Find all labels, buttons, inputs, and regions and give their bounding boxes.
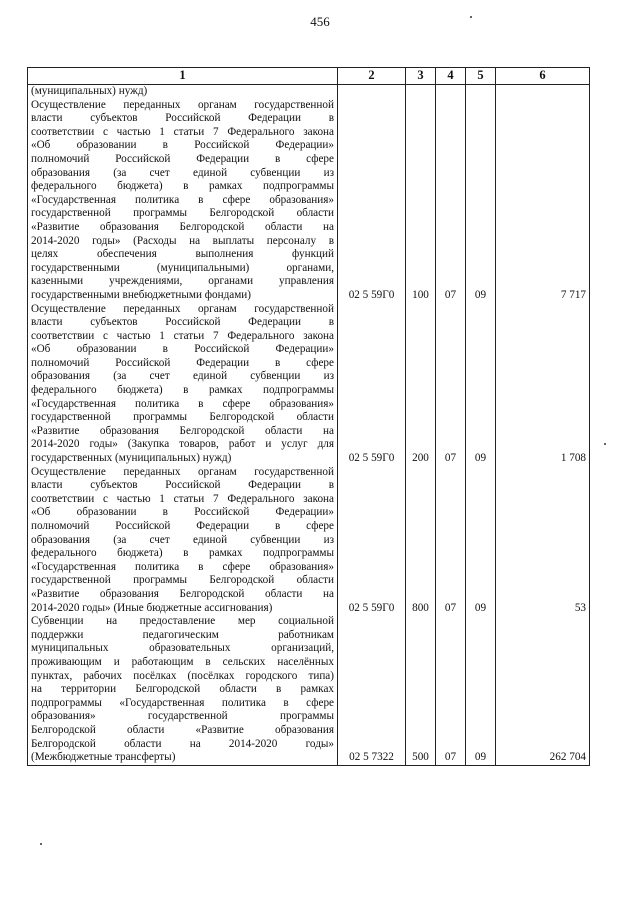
table-row: [28, 466, 590, 616]
description-line: федерального бюджета) в рамках подпрограммы: [31, 384, 334, 397]
description-line: полномочий Российской Федерации в сфере: [31, 152, 334, 165]
section-code: [436, 85, 466, 99]
description-line: «Государственная политика в сфере образования»: [31, 397, 334, 410]
description-line: «Развитие образования Белгородской области на: [31, 220, 334, 233]
budget-table: [27, 67, 590, 766]
description-line: подпрограммы «Государственная политика в сфере: [31, 696, 334, 709]
column-header-4: 4: [436, 68, 466, 85]
table-row: [28, 99, 590, 303]
description-line: «Об образовании в Российской Федерации»: [31, 139, 334, 152]
column-header-2: 2: [338, 68, 406, 85]
description-line: полномочий Российской Федерации в сфере: [31, 356, 334, 369]
description-line: государственной программы Белгородской области: [31, 574, 334, 587]
amount-value: 7 717: [496, 99, 590, 303]
description-line: образования (за счет единой субвенции из: [31, 370, 334, 383]
description-line: на территории Белгородской области в рамках: [31, 683, 334, 696]
row-description: [28, 466, 338, 616]
expense-type-code: 500: [406, 615, 436, 765]
amount-value: 262 704: [496, 615, 590, 765]
column-header-1: 1: [28, 68, 338, 85]
description-line: поддержки педагогическим работникам: [31, 628, 334, 641]
table-row: [28, 85, 590, 99]
description-line: пунктах, рабочих посёлках (посёлках городского типа): [31, 669, 334, 682]
table-body: [28, 85, 590, 766]
description-line: 2014-2020 годы» (Закупка товаров, работ и услуг для: [31, 438, 334, 451]
description-line: Белгородской области на 2014-2020 годы»: [31, 737, 334, 750]
description-line: Белгородской области «Развитие образования: [31, 723, 334, 736]
description-line: 2014-2020 годы» (Расходы на выплаты персоналу в: [31, 234, 334, 247]
description-line: власти субъектов Российской Федерации в: [31, 316, 334, 329]
row-description: [28, 615, 338, 765]
description-line: федерального бюджета) в рамках подпрограммы: [31, 547, 334, 560]
description-line: федерального бюджета) в рамках подпрограммы: [31, 180, 334, 193]
row-description: [28, 85, 338, 99]
scan-speck: [604, 443, 606, 445]
target-article-code: 02 5 59Г0: [338, 303, 406, 466]
column-header-6: 6: [496, 68, 590, 85]
row-description: [28, 303, 338, 466]
description-line: образования» государственной программы: [31, 710, 334, 723]
description-line: соответствии с частью 1 статьи 7 Федерального закона: [31, 492, 334, 505]
description-line: (муниципальных) нужд): [31, 85, 148, 97]
subsection-code: 09: [466, 466, 496, 616]
expense-type-code: 800: [406, 466, 436, 616]
target-article-code: 02 5 7322: [338, 615, 406, 765]
description-line: проживающим и работающим в сельских населённых: [31, 655, 334, 668]
description-line: власти субъектов Российской Федерации в: [31, 112, 334, 125]
column-header-5: 5: [466, 68, 496, 85]
target-article-code: 02 5 59Г0: [338, 466, 406, 616]
description-line: государственной программы Белгородской области: [31, 411, 334, 424]
amount-value: [496, 85, 590, 99]
description-line: Осуществление переданных органам государственной: [31, 98, 334, 111]
amount-value: 53: [496, 466, 590, 616]
description-line: муниципальных образовательных организаций,: [31, 642, 334, 655]
description-line: образования (за счет единой субвенции из: [31, 533, 334, 546]
description-line: (Межбюджетные трансферты): [31, 751, 176, 764]
section-code: 07: [436, 99, 466, 303]
description-line: полномочий Российской Федерации в сфере: [31, 520, 334, 532]
subsection-code: 09: [466, 615, 496, 765]
description-line: образования (за счет единой субвенции из: [31, 166, 334, 179]
description-line: государственными внебюджетными фондами): [31, 288, 252, 301]
target-article-code: 02 5 59Г0: [338, 99, 406, 303]
description-line: «Об образовании в Российской Федерации»: [31, 343, 334, 356]
section-code: 07: [436, 615, 466, 765]
description-line: соответствии с частью 1 статьи 7 Федерального закона: [31, 329, 334, 342]
description-line: Осуществление переданных органам государственной: [31, 465, 334, 478]
table-row: [28, 303, 590, 466]
page-number: 456: [310, 14, 330, 29]
description-line: государственных (муниципальных) нужд): [31, 452, 232, 465]
column-header-3: 3: [406, 68, 436, 85]
scan-speck: [40, 843, 42, 845]
section-code: 07: [436, 466, 466, 616]
section-code: 07: [436, 303, 466, 466]
description-line: «Государственная политика в сфере образования»: [31, 560, 334, 573]
description-line: власти субъектов Российской Федерации в: [31, 479, 334, 492]
description-line: Субвенции на предоставление мер социальной: [31, 615, 334, 628]
target-article-code: [338, 85, 406, 99]
description-line: государственными (муниципальными) органами,: [31, 261, 334, 274]
subsection-code: 09: [466, 99, 496, 303]
scan-speck: [470, 16, 472, 18]
expense-type-code: 100: [406, 99, 436, 303]
row-description: [28, 99, 338, 303]
subsection-code: [466, 85, 496, 99]
amount-value: 1 708: [496, 303, 590, 466]
description-line: «Государственная политика в сфере образования»: [31, 193, 334, 206]
expense-type-code: 200: [406, 303, 436, 466]
description-line: «Развитие образования Белгородской области на: [31, 424, 334, 437]
description-line: Осуществление переданных органам государственной: [31, 302, 334, 315]
subsection-code: 09: [466, 303, 496, 466]
description-line: «Об образовании в Российской Федерации»: [31, 506, 334, 519]
description-line: целях обеспечения выполнения функций: [31, 248, 334, 261]
description-line: казенными учреждениями, органами управления: [31, 275, 334, 288]
description-line: государственной программы Белгородской области: [31, 207, 334, 220]
description-line: 2014-2020 годы» (Иные бюджетные ассигнования): [31, 601, 273, 614]
description-line: соответствии с частью 1 статьи 7 Федерального закона: [31, 125, 334, 138]
table-row: [28, 615, 590, 765]
expense-type-code: [406, 85, 436, 99]
description-line: «Развитие образования Белгородской области на: [31, 587, 334, 600]
table-header-row: [28, 68, 590, 85]
